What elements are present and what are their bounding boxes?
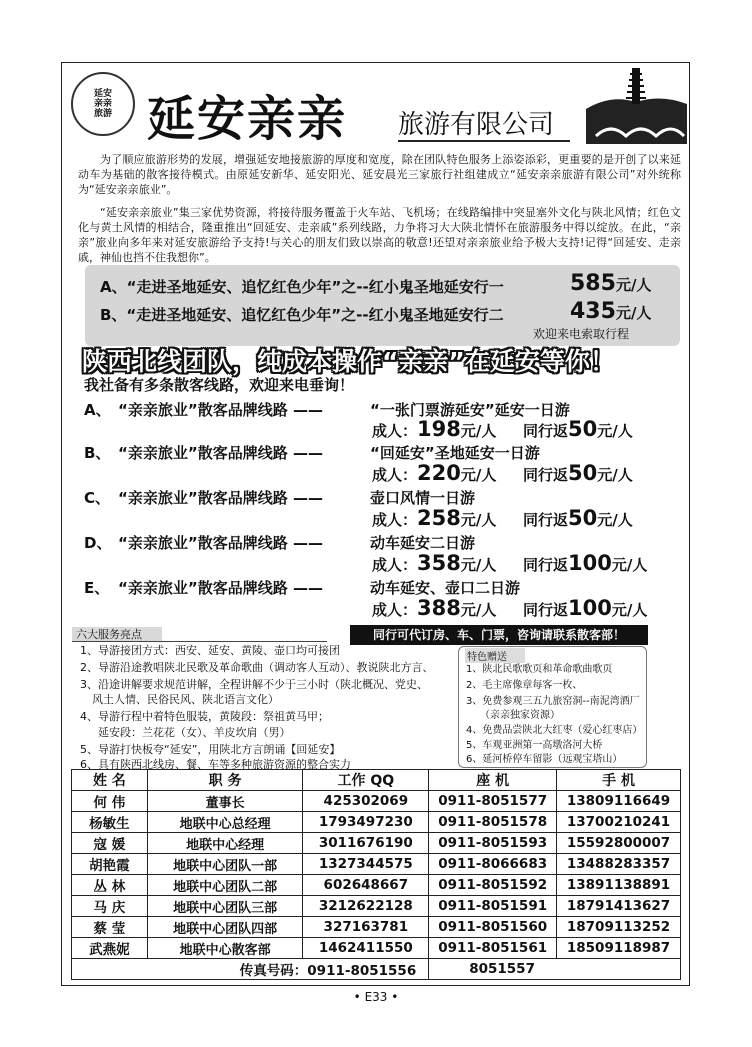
contact-landline: 0911-8051560: [429, 917, 557, 938]
adult-label: 成人：: [372, 511, 418, 529]
headline-banner: 陕西北线团队，纯成本操作“亲亲”在延安等你！: [82, 347, 615, 376]
table-row: [72, 812, 681, 833]
peer-label: 同行返: [523, 422, 569, 440]
adult-label: 成人：: [372, 466, 418, 484]
peer-price: 100: [568, 596, 612, 620]
contact-name: 寇 媛: [72, 833, 148, 854]
brand-suffix: 旅游有限公司: [398, 110, 555, 140]
contact-mobile: 13891138891: [557, 875, 681, 896]
contact-name: 马 庆: [72, 896, 148, 917]
peer-label: 同行返: [523, 601, 569, 619]
intro-paragraph-1: 为了顺应旅游形势的发展，增强延安地接旅游的厚度和宽度，除在团队特色服务上添姿添彩，更重要的是开创了以来延动车为基础的散客接待模式。由原延安新华、延安阳光、延安晨光三家旅行社组建成立“延安亲亲旅游有限公司”对外统称为“延安亲亲旅业”。: [78, 153, 681, 196]
service-item: 5、导游打快板夸“延安”，用陕北方言朗诵【回延安】: [80, 743, 341, 756]
route-name: 动车延安、壶口二日游: [370, 579, 521, 597]
contact-qq: 1327344575: [303, 854, 429, 875]
contact-landline: 0911-8051577: [429, 791, 557, 812]
route-a-price: [372, 417, 633, 441]
featured-line-label: B、“走进圣地延安、追忆红色少年”之--红小鬼圣地延安行二: [100, 306, 504, 324]
route-e-price: [372, 596, 648, 620]
featured-line-label: A、“走进圣地延安、追忆红色少年”之--红小鬼圣地延安行一: [100, 278, 504, 296]
gifts-heading: 特色赠送: [465, 648, 525, 663]
subheadline: 我社备有多条散客线路，欢迎来电垂询！: [84, 376, 355, 394]
featured-line-b: [100, 299, 652, 325]
contact-qq: 1793497230: [303, 812, 429, 833]
peer-price: 50: [568, 417, 598, 441]
page-number: • E33 •: [353, 990, 399, 1004]
contact-qq: 602648667: [303, 875, 429, 896]
featured-line-a: [100, 271, 652, 297]
route-c: [84, 487, 476, 508]
contact-mobile: 13809116649: [557, 791, 681, 812]
route-brand: “亲亲旅业”散客品牌线路 ——: [118, 444, 323, 462]
contact-mobile: 18791413627: [557, 896, 681, 917]
route-name: 动车延安二日游: [370, 534, 476, 552]
peer-price: 50: [568, 506, 598, 530]
adult-label: 成人：: [372, 422, 418, 440]
adult-unit: 元/人: [460, 511, 497, 529]
route-brand: “亲亲旅业”散客品牌线路 ——: [118, 401, 323, 419]
adult-unit: 元/人: [460, 466, 497, 484]
contact-mobile: 13488283357: [557, 854, 681, 875]
booking-notice: 同行可代订房、车、门票，咨询请联系散客部！: [350, 625, 648, 645]
gift-item: 1、陕北民歌歌页和革命歌曲歌页: [466, 664, 613, 675]
brand-name: 延安亲亲: [147, 91, 348, 147]
contact-name: 胡艳霞: [72, 854, 148, 875]
logo-text-1: 延安: [93, 89, 112, 99]
logo-text-3: 旅游: [93, 109, 112, 119]
contact-mobile: 15592800007: [557, 833, 681, 854]
contact-mobile: 18709113252: [557, 917, 681, 938]
adult-unit: 元/人: [460, 422, 497, 440]
contact-role: 地联中心总经理: [147, 812, 303, 833]
route-c-price: [372, 506, 633, 530]
column-header-name: 姓 名: [72, 770, 148, 791]
table-row: [72, 917, 681, 938]
route-letter: E、: [84, 579, 110, 597]
table-row: [72, 896, 681, 917]
route-brand: “亲亲旅业”散客品牌线路 ——: [118, 579, 323, 597]
contact-role: 地联中心团队二部: [147, 875, 303, 896]
contact-landline: 0911-8051561: [429, 938, 557, 959]
intro-paragraph-2: “延安亲亲旅业”集三家优势资源，将接待服务覆盖于火车站、飞机场；在线路编排中突显塞外文化与陕北风情；红色文化与黄土风情的相结合，隆重推出“回延安、走亲戚”系列线路，力争将习大大陕北情怀在旅游服务中得以绽放。在此，“亲亲”旅业向多年来对延安旅游给予支持!与关心的朋友们致以崇高的敬意!还望对亲亲旅业给予极大支持!记得“回延安、走亲戚，神仙也挡不住我想你”。: [78, 206, 681, 264]
contact-name: 杨敏生: [72, 812, 148, 833]
adult-label: 成人：: [372, 556, 418, 574]
contact-qq: 425302069: [303, 791, 429, 812]
contact-qq: 3011676190: [303, 833, 429, 854]
service-item: 1、导游接团方式：西安、延安、黄陵、壶口均可接团: [80, 644, 340, 657]
gift-item: 3、免费参观三五九旅窑洞--南泥湾酒厂: [466, 696, 640, 707]
route-letter: C、: [84, 489, 111, 507]
table-row: [72, 833, 681, 854]
contact-qq: 1462411550: [303, 938, 429, 959]
table-row: [72, 854, 681, 875]
peer-unit: 元/人: [597, 466, 633, 484]
route-name: “一张门票游延安”延安一日游: [370, 401, 570, 419]
adult-price: 220: [417, 461, 461, 485]
adult-label: 成人：: [372, 601, 418, 619]
gift-item: 4、免费品尝陕北大红枣（爱心红枣店）: [466, 725, 643, 736]
logo-text-2: 亲亲: [93, 99, 112, 109]
route-name: “回延安”圣地延安一日游: [370, 444, 540, 462]
contact-role: 地联中心散客部: [147, 938, 303, 959]
route-d: [84, 532, 476, 553]
price-unit: 元/人: [615, 304, 652, 322]
contact-role: 地联中心团队三部: [147, 896, 303, 917]
itinerary-note: 欢迎来电索取行程: [533, 327, 630, 341]
contact-qq: 327163781: [303, 917, 429, 938]
peer-price: 100: [568, 551, 612, 575]
route-b-price: [372, 461, 633, 485]
fax-row: [72, 959, 681, 980]
contact-name: 何 伟: [72, 791, 148, 812]
gift-item: 2、毛主席像章每客一枚、: [466, 680, 583, 691]
service-item: 4、导游行程中着特色服装，黄陵段：祭祖黄马甲；: [80, 710, 329, 723]
column-header-landline: 座 机: [429, 770, 557, 791]
contact-role: 地联中心经理: [147, 833, 303, 854]
contact-landline: 0911-8051591: [429, 896, 557, 917]
column-header-qq: 工作 QQ: [303, 770, 429, 791]
peer-price: 50: [568, 461, 598, 485]
peer-label: 同行返: [523, 466, 569, 484]
adult-price: 198: [417, 417, 461, 441]
table-row: [72, 791, 681, 812]
service-item: 风土人情、民俗民风、陕北语言文化）: [92, 693, 279, 706]
column-header-mobile: 手 机: [557, 770, 681, 791]
adult-price: 258: [417, 506, 461, 530]
peer-unit: 元/人: [611, 556, 648, 574]
contact-landline: 0911-8051593: [429, 833, 557, 854]
column-header-role: 职 务: [147, 770, 303, 791]
service-item: 3、沿途讲解要求规范讲解，全程讲解不少于三小时（陕北概况、党史、: [80, 678, 428, 691]
peer-label: 同行返: [523, 511, 569, 529]
service-item: 2、导游沿途教唱陕北民歌及革命歌曲（调动客人互动）、教说陕北方言、: [80, 661, 434, 674]
featured-line-price: 435: [570, 299, 616, 324]
contact-table: [71, 769, 681, 980]
pagoda-landmark-illustration: [586, 64, 687, 144]
contact-landline: 0911-8051578: [429, 812, 557, 833]
fax-number: 传真号码：0911-8051556: [72, 959, 429, 980]
route-letter: B、: [84, 444, 111, 462]
price-unit: 元/人: [615, 276, 652, 294]
adult-unit: 元/人: [460, 601, 497, 619]
fax-number-short: 8051557: [429, 959, 681, 980]
contact-mobile: 13700210241: [557, 812, 681, 833]
adult-price: 388: [417, 596, 461, 620]
peer-unit: 元/人: [597, 511, 633, 529]
peer-unit: 元/人: [597, 422, 633, 440]
table-header-row: [72, 770, 681, 791]
route-brand: “亲亲旅业”散客品牌线路 ——: [118, 489, 323, 507]
table-row: [72, 875, 681, 896]
contact-role: 地联中心团队一部: [147, 854, 303, 875]
route-d-price: [372, 551, 648, 575]
route-b: [84, 442, 540, 463]
peer-label: 同行返: [523, 556, 569, 574]
contact-role: 地联中心团队四部: [147, 917, 303, 938]
featured-line-price: 585: [570, 271, 616, 296]
contact-name: 蔡 莹: [72, 917, 148, 938]
service-item: 延安段：兰花花（女）、羊皮坎肩（男）: [98, 726, 291, 739]
adult-price: 358: [417, 551, 461, 575]
contact-name: 丛 林: [72, 875, 148, 896]
contact-qq: 3212622128: [303, 896, 429, 917]
services-heading: 六大服务亮点: [72, 627, 162, 642]
contact-name: 武燕妮: [72, 938, 148, 959]
peer-unit: 元/人: [611, 601, 648, 619]
contact-mobile: 18509118987: [557, 938, 681, 959]
service-item: 6、具有陕西北线房、餐、车等多种旅游资源的整合实力: [80, 758, 351, 771]
adult-unit: 元/人: [460, 556, 497, 574]
gift-item: 6、延河桥停车留影（远观宝塔山）: [466, 754, 623, 765]
route-e: [84, 577, 521, 598]
table-row: [72, 938, 681, 959]
company-logo: [71, 72, 135, 136]
contact-role: 董事长: [147, 791, 303, 812]
services-divider: [72, 641, 327, 642]
gift-item: 5、车观亚洲第一高墩洛河大桥: [466, 740, 603, 751]
route-brand: “亲亲旅业”散客品牌线路 ——: [118, 534, 323, 552]
route-letter: D、: [84, 534, 112, 552]
route-name: 壶口风情一日游: [370, 489, 476, 507]
contact-landline: 0911-8051592: [429, 875, 557, 896]
route-a: [84, 399, 570, 420]
gift-item: （亲亲独家资源）: [480, 710, 560, 721]
route-letter: A、: [84, 401, 111, 419]
contact-landline: 0911-8066683: [429, 854, 557, 875]
brand-underline: [398, 140, 570, 142]
